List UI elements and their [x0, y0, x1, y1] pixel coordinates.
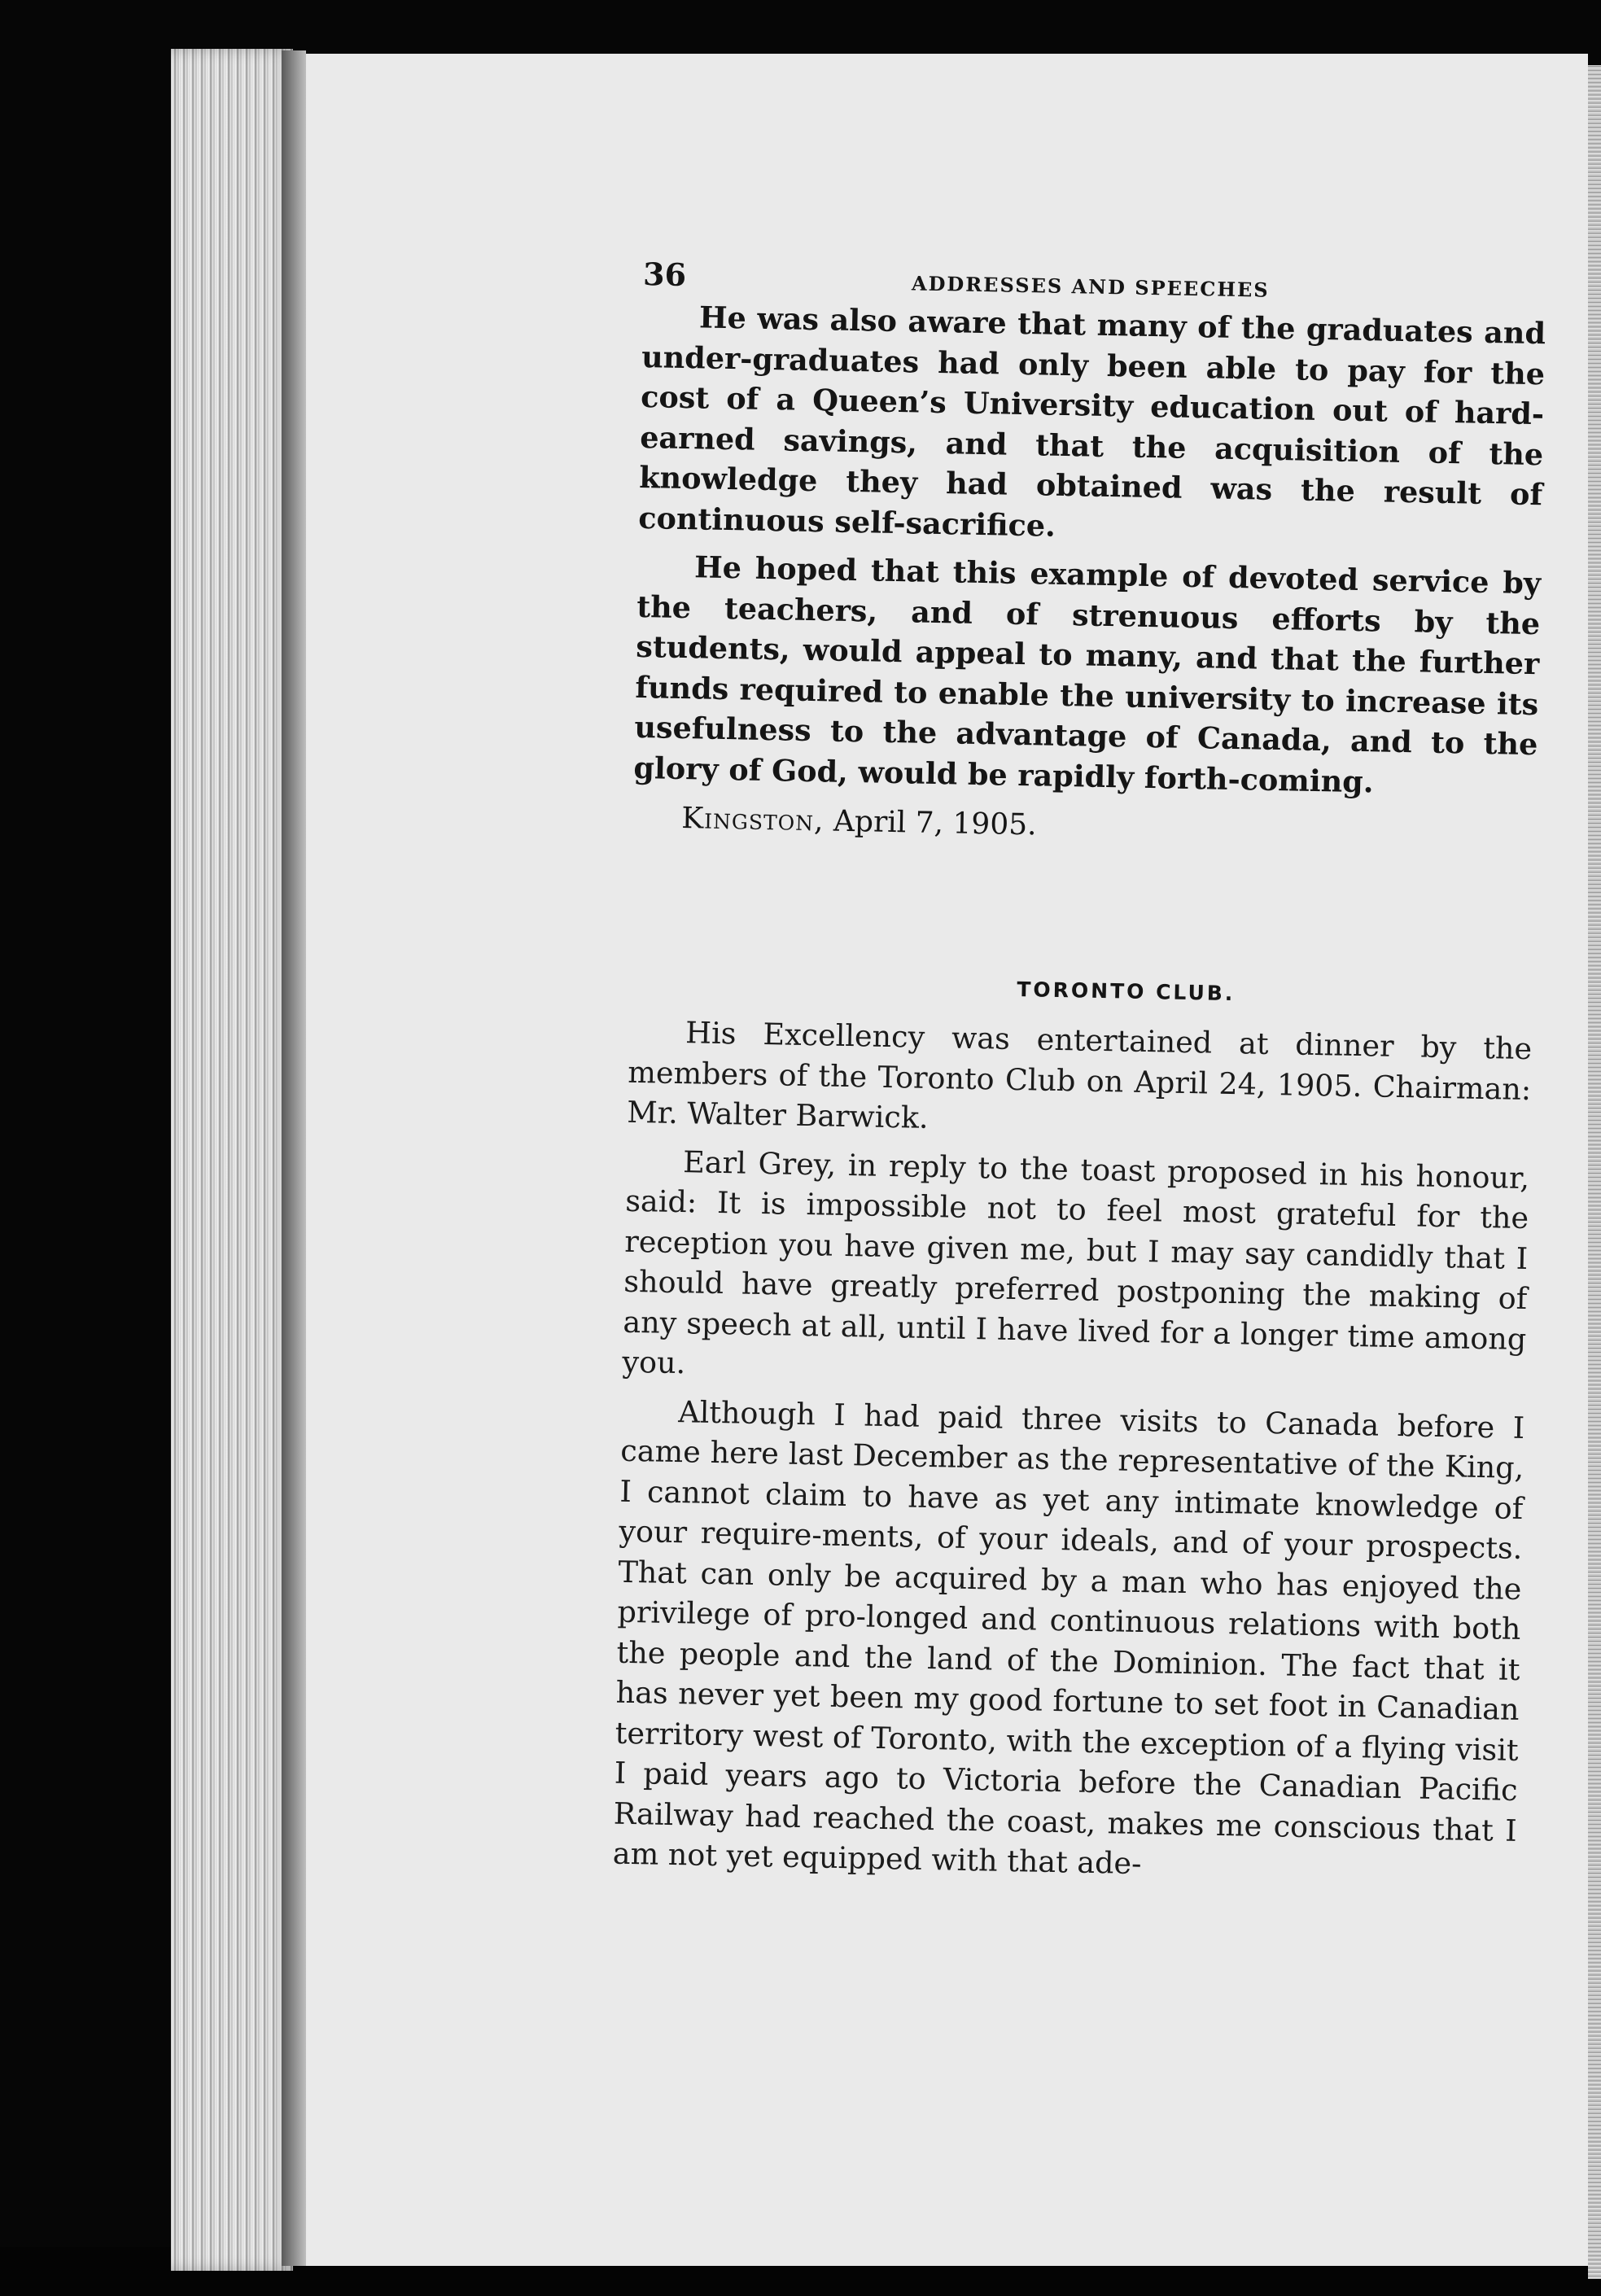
- page-number: 36: [642, 255, 687, 294]
- section-body: [612, 1012, 1532, 1891]
- page-content: [609, 239, 1547, 2088]
- paragraph: Although I had paid three visits to Canada before I came here last December as the representative of the King, I cannot claim to have as yet any intimate knowledge of your require-ments, of your ideals, and of your prospects. That can only be acquired by a man who has enjoyed the privilege of pro-longed and continuous relations with both the people and the land of the Dominion. The fact that it has never yet been my good fortune to set foot in Canadian territory west of Toronto, with the exception of a flying visit I paid years ago to Victoria before the Canadian Pacific Railway had reached the coast, makes me conscious that I am not yet equipped with that ade-: [612, 1393, 1525, 1882]
- place-date-line: [632, 798, 1537, 855]
- section-title: TORONTO CLUB.: [1017, 977, 1236, 1006]
- place-name: Kingston,: [680, 802, 825, 838]
- paragraph: His Excellency was entertained at dinner by the members of the Toronto Club on April 24, 1905. Chairman: Mr. Walter Barwick.: [626, 1015, 1533, 1135]
- paragraph: He was also aware that many of the graduates and under-graduates had only been able to pay for the cost of a Queen’s University education out of hard-earned savings, and that the acquisition of the knowledge they had obtained was the result of continuous self-sacrifice.: [638, 300, 1546, 544]
- paragraph: Earl Grey, in reply to the toast proposed in his honour, said: It is impossible not to feel most grateful for the reception you have given me, but I may say candidly that I should have greatly preferred postponing the making of any speech at all, until I have lived for a longer time among you.: [622, 1144, 1530, 1381]
- intro-text: [633, 296, 1546, 805]
- date-text: April 7, 1905.: [833, 804, 1037, 842]
- running-title: ADDRESSES AND SPEECHES: [911, 271, 1270, 302]
- book-page-edges: [171, 49, 293, 2271]
- book-page: [298, 54, 1588, 2266]
- paragraph: He hoped that this example of devoted service by the teachers, and of strenuous efforts by the students, would appeal to many, and that the further funds required to enable the university to increase its usefulness to the advantage of Canada, and to the glory of God, would be rapidly forth-coming.: [633, 549, 1542, 799]
- book-gutter-shadow: [282, 50, 306, 2266]
- right-page-edges: [1588, 65, 1601, 2279]
